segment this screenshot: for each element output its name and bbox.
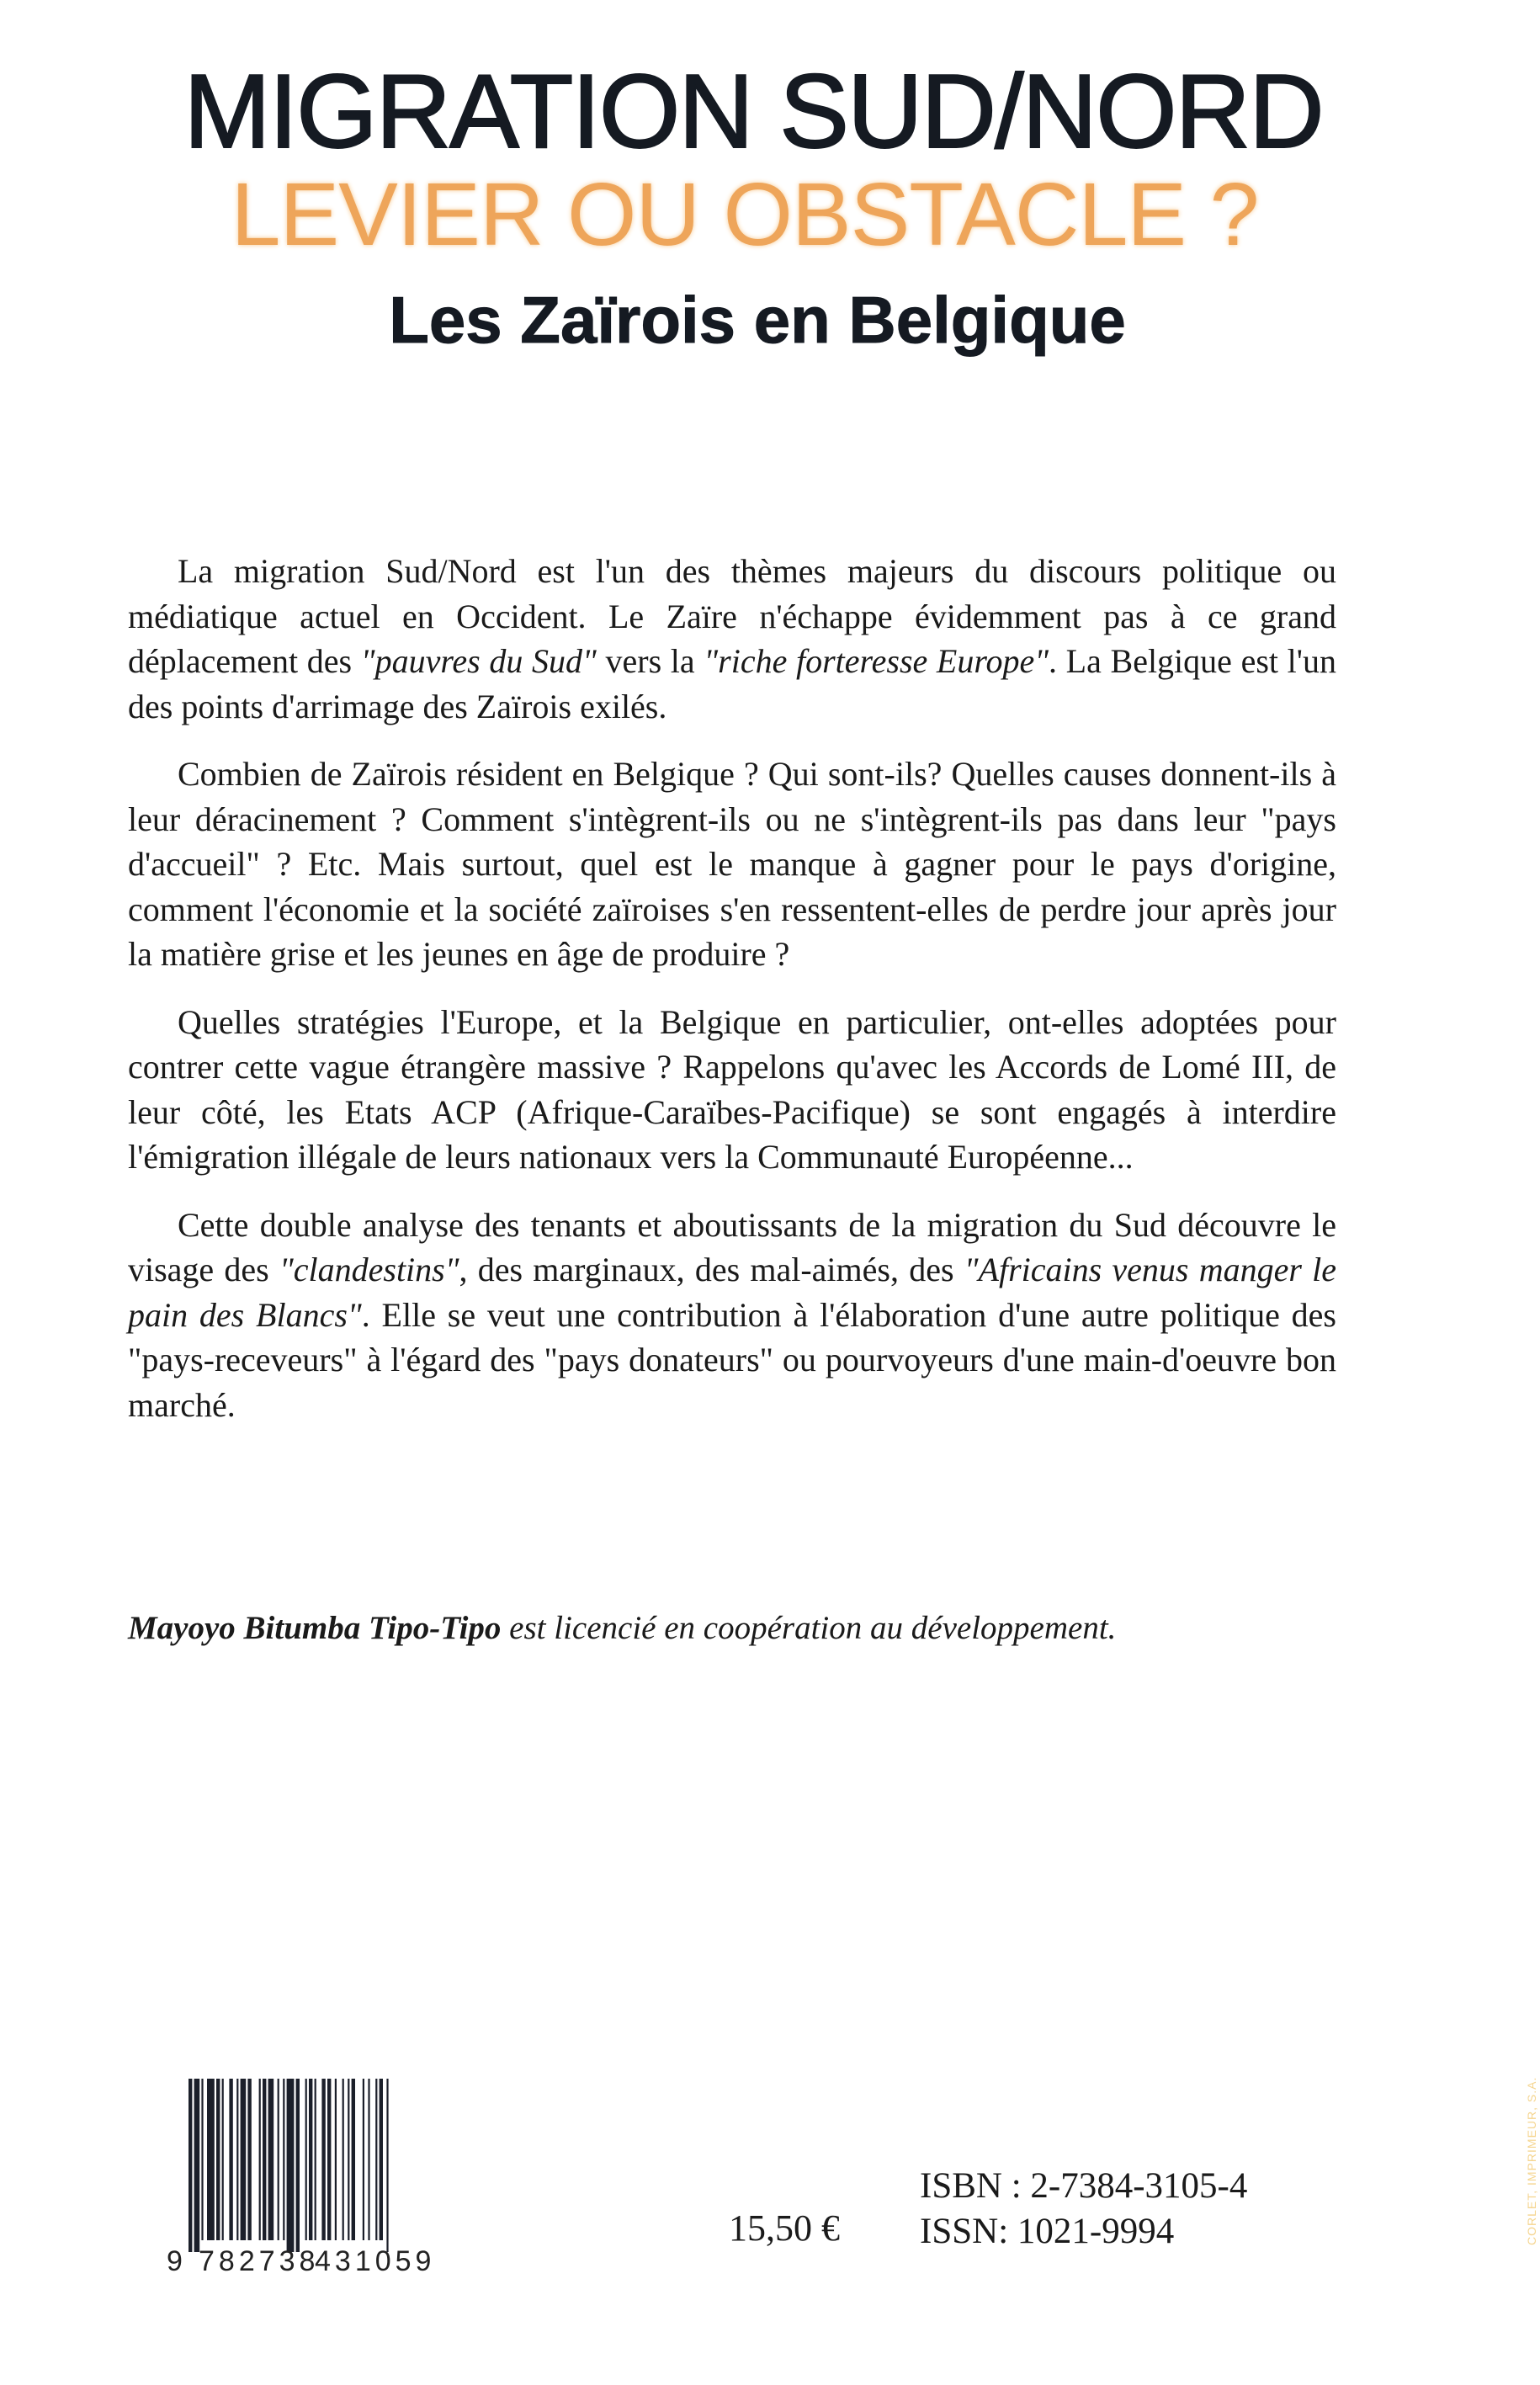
barcode-bar bbox=[229, 2079, 232, 2240]
barcode-bar bbox=[263, 2079, 266, 2240]
barcode-bar bbox=[207, 2079, 215, 2240]
barcode-bar bbox=[216, 2079, 220, 2240]
barcode-bar bbox=[348, 2079, 349, 2240]
author-note bbox=[128, 1609, 1116, 1647]
blurb-paragraph-2: Combien de Zaïrois résident en Belgique ? Qui sont-ils? Quelles causes donnent-ils à leur déracinement ? Comment s'intègrent-ils ou ne s'intègrent-ils pas dans leur "pays d'accueil" ? Etc. Mais surtout, quel est le manque à gagner pour le pays d'origine, comment l'économie et la société zaïroises s'en ressentent-elles de perdre jour après jour la matière grise et les jeunes en âge de produire ? bbox=[128, 755, 1336, 973]
barcode-bar bbox=[189, 2079, 192, 2252]
text: La migration Sud/Nord est l'un des thèmes majeurs du discours politique ou médiatique actuel en Occident. Le Zaïre n'échappe évidemment pas à ce grand déplacement des bbox=[128, 552, 1336, 680]
barcode-bar bbox=[201, 2079, 203, 2240]
barcode-bar bbox=[375, 2079, 377, 2240]
barcode bbox=[165, 2079, 451, 2272]
barcode-bar bbox=[287, 2079, 295, 2252]
barcode-bar bbox=[247, 2079, 251, 2240]
book-title: MIGRATION SUD/NORD bbox=[183, 54, 1323, 170]
quote: "clandestins" bbox=[279, 1251, 459, 1288]
author-name: Mayoyo Bitumba Tipo-Tipo bbox=[128, 1610, 502, 1646]
blurb-paragraph-1 bbox=[128, 549, 1336, 729]
price: 15,50 € bbox=[729, 2207, 840, 2249]
barcode-bar bbox=[363, 2079, 364, 2240]
issn: ISSN: 1021-9994 bbox=[920, 2212, 1175, 2251]
barcode-bar bbox=[368, 2079, 369, 2240]
barcode-bar bbox=[335, 2079, 337, 2240]
barcode-bar bbox=[321, 2079, 325, 2240]
barcode-bar bbox=[309, 2079, 312, 2240]
barcode-bar bbox=[236, 2079, 238, 2240]
barcode-bar bbox=[380, 2079, 383, 2240]
quote: "Africains venus manger le pain des Blancs" bbox=[128, 1251, 1336, 1334]
barcode-bar bbox=[194, 2079, 200, 2252]
blurb bbox=[128, 549, 1336, 1450]
barcode-bar bbox=[327, 2079, 331, 2240]
barcode-bar bbox=[315, 2079, 316, 2240]
printer-credit: CORLET, IMPRIMEUR, S.A. bbox=[1525, 2076, 1538, 2245]
barcode-bar bbox=[343, 2079, 344, 2240]
blurb-paragraph-4 bbox=[128, 1203, 1336, 1428]
barcode-bar bbox=[352, 2079, 355, 2240]
barcode-bar bbox=[296, 2079, 300, 2252]
isbn: ISBN : 2-7384-3105-4 bbox=[920, 2166, 1248, 2206]
barcode-bar bbox=[278, 2079, 279, 2240]
text: , des marginaux, des mal-aimés, des bbox=[459, 1251, 964, 1288]
text: . La Belgique est l'un des points d'arrimage des Zaïrois exilés. bbox=[128, 642, 1337, 725]
blurb-paragraph-3: Quelles stratégies l'Europe, et la Belgique en particulier, ont-elles adoptées pour contrer cette vague étrangère massive ? Rappelons qu'avec les Accords de Lomé III, de leur côté, les Etats ACP (Afrique-Caraïbes-Pacifique) se sont engagés à interdire l'émigration illégale de leurs nationaux vers la Communauté Européenne... bbox=[128, 1002, 1336, 1176]
barcode-digits-right: 431059 bbox=[315, 2245, 436, 2272]
author-bio: est licencié en coopération au développement. bbox=[501, 1610, 1117, 1646]
book-subtitle: LEVIER OU OBSTACLE ? bbox=[231, 165, 1259, 264]
barcode-bar bbox=[259, 2079, 261, 2240]
text: Cette double analyse des tenants et aboutissants de la migration du Sud découvre le visage des bbox=[128, 1205, 1336, 1288]
barcode-bar bbox=[386, 2079, 388, 2252]
barcode-bar bbox=[305, 2079, 307, 2240]
quote: "riche forteresse Europe" bbox=[704, 642, 1049, 680]
barcode-digit-first: 9 bbox=[167, 2245, 183, 2272]
text: . Elle se veut une contribution à l'élaboration d'une autre politique des "pays-receveurs" à l'égard des "pays donateurs" ou pourvoyeurs d'une main-d'oeuvre bon marché. bbox=[128, 1295, 1336, 1424]
book-subsubtitle: Les Zaïrois en Belgique bbox=[389, 283, 1126, 357]
barcode-bar bbox=[283, 2079, 284, 2240]
barcode-bar bbox=[222, 2079, 224, 2240]
barcode-bar bbox=[268, 2079, 274, 2240]
text: vers la bbox=[596, 642, 704, 680]
quote: "pauvres du Sud" bbox=[360, 642, 597, 680]
barcode-bar bbox=[241, 2079, 247, 2240]
barcode-digits-left: 782738 bbox=[199, 2245, 320, 2272]
